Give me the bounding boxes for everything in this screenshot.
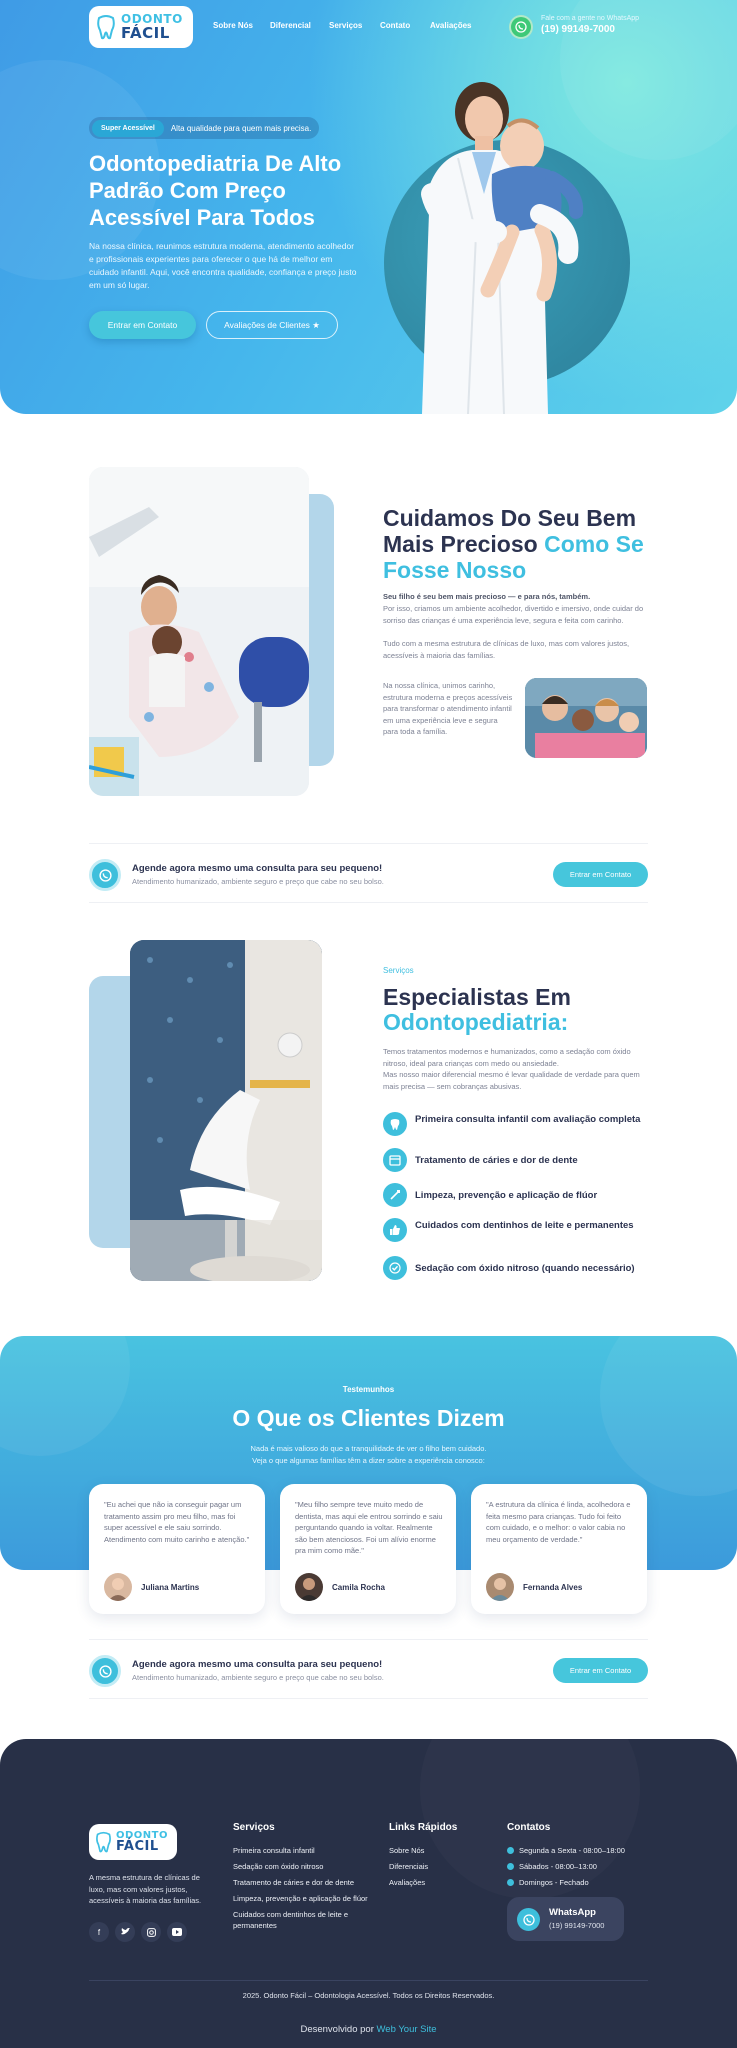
footer-description: A mesma estrutura de clínicas de luxo, mas com valores justos, acessíveis à maioria das famílias. <box>89 1873 202 1905</box>
testimonial-card <box>280 1484 456 1614</box>
testimonial-card <box>89 1484 265 1614</box>
services-title <box>383 985 643 1035</box>
footer-quick-link[interactable]: Sobre Nós <box>389 1846 425 1855</box>
footer-hours-text: Domingos - Fechado <box>519 1878 589 1887</box>
footer-quick-link[interactable]: Avaliações <box>389 1878 426 1887</box>
service-item <box>383 1218 653 1244</box>
footer-hours-text: Segunda a Sexta - 08:00–18:00 <box>519 1846 625 1855</box>
logo-text <box>121 14 183 40</box>
services-label: Serviços <box>383 966 414 975</box>
whatsapp-icon[interactable] <box>509 15 533 39</box>
doctor-with-baby-image <box>372 74 642 414</box>
tooth-logo-icon <box>96 14 116 40</box>
footer-service-link[interactable]: Limpeza, prevenção e aplicação de flúor <box>233 1894 368 1903</box>
youtube-icon[interactable] <box>167 1922 187 1942</box>
service-item-label: Sedação com óxido nitroso (quando necessário) <box>415 1263 635 1274</box>
service-item-label: Cuidados com dentinhos de leite e permanentes <box>415 1220 634 1231</box>
testimonial-quote: "Meu filho sempre teve muito medo de dentista, mas aqui ele entrou sorrindo e saiu perguntando quando ia voltar. Realmente são bem atenciosos. Foi um alívio enorme pra mim como mãe." <box>295 1500 443 1555</box>
cta-bar <box>89 843 648 903</box>
about-paragraph-1-text: Seu filho é seu bem mais precioso — e para nós, também. <box>383 592 591 601</box>
logo-line-2: FÁCIL <box>116 1838 159 1854</box>
services-title-highlight: Odontopediatria: <box>383 1009 569 1035</box>
testimonial-author: Fernanda Alves <box>523 1583 583 1592</box>
about-paragraph-4: Na nossa clínica, unimos carinho, estrutura moderna e preços acessíveis para transformar o atendimento infantil em uma experiência leve e segura para toda a família. <box>383 681 513 736</box>
footer-whatsapp-title: WhatsApp <box>549 1907 596 1918</box>
about-paragraph-3: Tudo com a mesma estrutura de clínicas de luxo, mas com valores justos, acessíveis à maioria das famílias. <box>383 639 630 660</box>
brush-icon <box>383 1183 407 1207</box>
whatsapp-icon <box>89 1655 121 1687</box>
nav-link-sobre-nos[interactable]: Sobre Nós <box>213 21 254 30</box>
whatsapp-caption: Fale com a gente no WhatsApp <box>541 15 640 22</box>
badge-text: Alta qualidade para quem mais precisa. <box>170 123 312 133</box>
twitter-icon[interactable] <box>115 1922 135 1942</box>
testimonials-subtitle-line-1: Nada é mais valioso do que a tranquilidade de ver o filho bem cuidado. <box>250 1444 487 1453</box>
service-item <box>383 1112 653 1138</box>
logo-line-1: ODONTO <box>116 1830 168 1842</box>
cta-subtitle: Atendimento humanizado, ambiente seguro e preço que cabe no seu bolso. <box>132 877 384 886</box>
testimonial-card <box>471 1484 647 1614</box>
services-photo <box>130 940 322 1281</box>
services-title-main: Especialistas Em <box>383 984 571 1010</box>
dentist-hugging-child-image <box>89 467 309 796</box>
services-paragraph-2: Mas nosso maior diferencial mesmo é levar qualidade de verdade para quem mais precisa — sem cobranças abusivas. <box>383 1070 640 1091</box>
footer-hours-item <box>507 1877 589 1888</box>
family-selfie-image <box>525 678 647 758</box>
footer-service-link[interactable]: Primeira consulta infantil <box>233 1846 315 1855</box>
badge-pill: Super Acessível <box>92 120 164 137</box>
dental-office-image <box>130 940 322 1281</box>
footer-hours-item <box>507 1861 597 1872</box>
logo-text <box>116 1831 168 1853</box>
avatar <box>295 1573 323 1601</box>
footer-whatsapp-button[interactable] <box>507 1897 624 1941</box>
nav-link-avaliacoes[interactable]: Avaliações <box>430 21 472 30</box>
contact-button[interactable]: Entrar em Contato <box>89 311 196 339</box>
facebook-icon[interactable]: f <box>89 1922 109 1942</box>
clock-icon <box>507 1847 514 1854</box>
tooth-logo-icon <box>95 1831 112 1853</box>
about-photo <box>89 467 309 796</box>
cta-title: Agende agora mesmo uma consulta para seu pequeno! <box>132 1659 383 1670</box>
testimonials-title: O Que os Clientes Dizem <box>232 1405 505 1431</box>
hero-description: Na nossa clínica, reunimos estrutura moderna, atendimento acolhedor e profissionais experientes para oferecer o que há de melhor em cuidado infantil. Aqui, você encontra qualidade, confiança e preço justo em um só lugar. <box>89 241 357 290</box>
logo-line-1: ODONTO <box>121 12 183 27</box>
whatsapp-icon <box>517 1908 540 1931</box>
service-item <box>383 1256 653 1282</box>
services-paragraph-1: Temos tratamentos modernos e humanizados, como a sedação com óxido nitroso, ideal para crianças com medo ou ansiedade. <box>383 1047 631 1068</box>
footer-dev-link[interactable]: Web Your Site <box>376 2024 437 2035</box>
testimonials-subtitle-line-2: Veja o que algumas famílias têm a dizer sobre a experiência conosco: <box>252 1456 485 1465</box>
about-title-main: Cuidamos Do Seu Bem Mais Precioso <box>383 505 637 557</box>
whatsapp-icon <box>89 859 121 891</box>
top-navigation <box>0 0 737 52</box>
logo[interactable] <box>89 6 193 48</box>
hero-section <box>0 0 737 414</box>
nav-link-diferencial[interactable]: Diferencial <box>270 21 311 30</box>
about-paragraph-2: Por isso, criamos um ambiente acolhedor, divertido e imersivo, onde cuidar do sorriso das crianças é uma experiência leve, segura e feita com carinho. <box>383 604 644 625</box>
check-icon <box>383 1256 407 1280</box>
footer-links-heading: Links Rápidos <box>389 1822 458 1833</box>
service-item <box>383 1183 653 1209</box>
nav-link-contato[interactable]: Contato <box>380 21 411 30</box>
testimonial-author: Camila Rocha <box>332 1583 385 1592</box>
footer-dev-prefix: Desenvolvido por <box>300 2024 377 2035</box>
service-item <box>383 1148 653 1174</box>
instagram-icon[interactable] <box>141 1922 161 1942</box>
hero-badge <box>89 117 319 139</box>
about-title <box>383 505 653 583</box>
testimonials-subtitle <box>0 1443 737 1467</box>
about-paragraph-1 <box>383 591 653 603</box>
footer-service-link[interactable]: Sedação com óxido nitroso <box>233 1862 324 1871</box>
service-item-label: Primeira consulta infantil com avaliação completa <box>415 1114 641 1125</box>
avatar <box>104 1573 132 1601</box>
testimonial-quote: "Eu achei que não ia conseguir pagar um tratamento assim pro meu filho, mas foi super acessível e ele saiu sorrindo. Atendimento com muito carinho e atenção." <box>104 1500 250 1544</box>
clock-icon <box>507 1863 514 1870</box>
hero-title: Odontopediatria De Alto Padrão Com Preço Acessível Para Todos <box>89 151 342 230</box>
testimonial-author: Juliana Martins <box>141 1583 200 1592</box>
nav-link-servicos[interactable]: Serviços <box>329 21 363 30</box>
service-item-label: Tratamento de cáries e dor de dente <box>415 1155 578 1166</box>
cta-subtitle: Atendimento humanizado, ambiente seguro e preço que cabe no seu bolso. <box>132 1673 384 1682</box>
cta-contact-button[interactable]: Entrar em Contato <box>553 1658 648 1683</box>
family-selfie-photo <box>525 678 647 758</box>
footer-hours-text: Sábados - 08:00–13:00 <box>519 1862 597 1871</box>
footer-divider <box>89 1980 648 1981</box>
cta-contact-button[interactable]: Entrar em Contato <box>553 862 648 887</box>
tooth-icon <box>383 1112 407 1136</box>
cta-title: Agende agora mesmo uma consulta para seu pequeno! <box>132 863 383 874</box>
footer-contacts-heading: Contatos <box>507 1822 551 1833</box>
testimonials-decor-bubble <box>0 1336 130 1456</box>
whatsapp-phone-link[interactable]: (19) 99149-7000 <box>541 24 615 35</box>
footer-whatsapp-phone: (19) 99149-7000 <box>549 1921 605 1930</box>
avatar <box>486 1573 514 1601</box>
thumbs-up-icon <box>383 1218 407 1242</box>
testimonial-quote: "A estrutura da clínica é linda, acolhedora e feita mesmo para crianças. Tudo foi feito com cuidado, e o melhor: o valor cabia no meu orçamento de verdade." <box>486 1500 631 1544</box>
footer-logo[interactable] <box>89 1824 177 1860</box>
calendar-icon <box>383 1148 407 1172</box>
logo-line-2: FÁCIL <box>121 23 170 42</box>
footer-developer-credit <box>0 2024 737 2035</box>
cta-bar <box>89 1639 648 1699</box>
footer-copyright: 2025. Odonto Fácil – Odontologia Acessível. Todos os Direitos Reservados. <box>242 1991 495 2000</box>
service-item-label: Limpeza, prevenção e aplicação de flúor <box>415 1190 598 1201</box>
footer-quick-link[interactable]: Diferenciais <box>389 1862 429 1871</box>
footer-hours-item <box>507 1845 625 1856</box>
footer-service-link[interactable]: Tratamento de cáries e dor de dente <box>233 1878 355 1887</box>
footer-decor-bubble <box>420 1739 640 1899</box>
footer-services-heading: Serviços <box>233 1822 275 1833</box>
about-title-highlight: Como Se Fosse Nosso <box>383 531 644 583</box>
clock-icon <box>507 1879 514 1886</box>
testimonials-label: Testemunhos <box>342 1385 395 1394</box>
footer-service-link[interactable]: Cuidados com dentinhos de leite e permanentes <box>233 1910 349 1930</box>
reviews-button[interactable]: Avaliações de Clientes ★ <box>206 311 338 339</box>
